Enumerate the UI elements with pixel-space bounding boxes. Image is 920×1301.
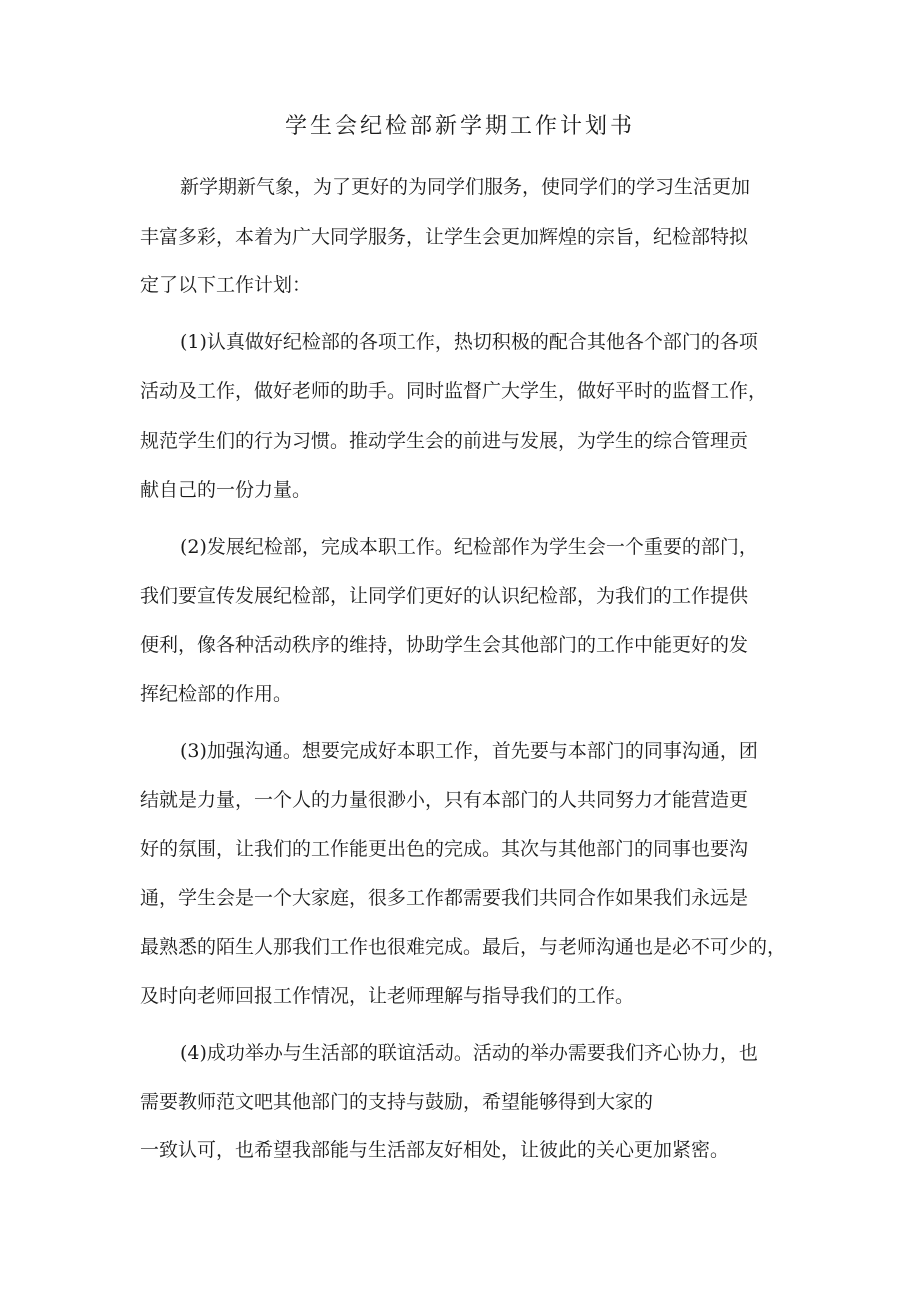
paragraph-line: 挥纪检部的作用。 (140, 683, 293, 705)
paragraph-line: 一致认可，也希望我部能与生活部友好相处，让彼此的关心更加紧密。 (140, 1139, 730, 1161)
paragraph-line: 便利，像各种活动秩序的维持，协助学生会其他部门的工作中能更好的发 (140, 634, 749, 656)
paragraph-line: 新学期新气象，为了更好的为同学们服务，使同学们的学习生活更加 (180, 176, 751, 198)
paragraph-line: 定了以下工作计划： (140, 274, 312, 296)
paragraph-line: 献自己的一份力量。 (140, 479, 312, 501)
paragraph-line: 需要教师范文吧其他部门的支持与鼓励，希望能够得到大家的 (140, 1091, 654, 1113)
paragraph-line: 好的氛围，让我们的工作能更出色的完成。其次与其他部门的同事也要沟 (140, 838, 749, 860)
paragraph-line: 及时向老师回报工作情况，让老师理解与指导我们的工作。 (140, 985, 635, 1007)
paragraph-line: 最熟悉的陌生人那我们工作也很难完成。最后，与老师沟通也是必不可少的， (140, 936, 787, 958)
paragraph-line: (3)加强沟通。想要完成好本职工作，首先要与本部门的同事沟通，团 (180, 740, 758, 762)
paragraph-line: 结就是力量，一个人的力量很渺小，只有本部门的人共同努力才能营造更 (140, 789, 749, 811)
paragraph-line: (1)认真做好纪检部的各项工作，热切积极的配合其他各个部门的各项 (180, 331, 758, 353)
paragraph-line: 丰富多彩，本着为广大同学服务，让学生会更加辉煌的宗旨，纪检部特拟 (140, 226, 749, 248)
paragraph-line: (2)发展纪检部，完成本职工作。纪检部作为学生会一个重要的部门， (180, 536, 758, 558)
paragraph-line: (4)成功举办与生活部的联谊活动。活动的举办需要我们齐心协力，也 (180, 1042, 758, 1064)
paragraph-line: 规范学生们的行为习惯。推动学生会的前进与发展，为学生的综合管理贡 (140, 430, 749, 452)
document-title: 学生会纪检部新学期工作计划书 (284, 114, 635, 139)
paragraph-line: 我们要宣传发展纪检部，让同学们更好的认识纪检部，为我们的工作提供 (140, 585, 749, 607)
paragraph-line: 通，学生会是一个大家庭，很多工作都需要我们共同合作如果我们永远是 (140, 887, 749, 909)
paragraph-line: 活动及工作，做好老师的助手。同时监督广大学生，做好平时的监督工作， (140, 380, 768, 402)
